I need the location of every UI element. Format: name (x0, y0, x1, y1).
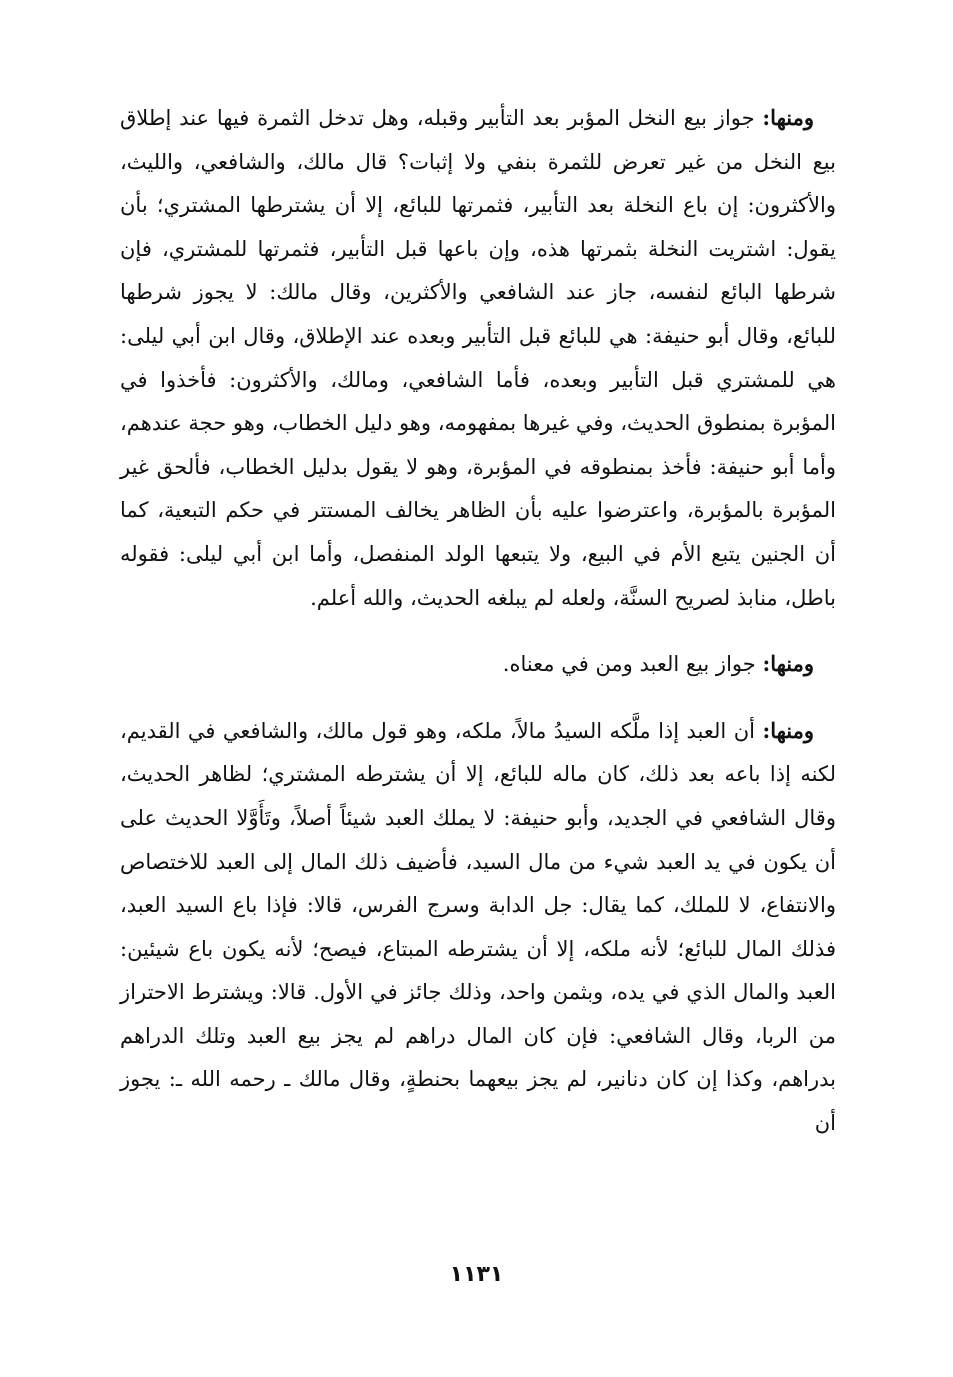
paragraph-1-lead: ومنها: (762, 105, 814, 130)
paragraph-1-text: جواز بيع النخل المؤبر بعد التأبير وقبله، وهل تدخل الثمرة فيها عند إطلاق بيع النخل من غير تعرض للثمرة بنفي ولا إثبات؟ قال مالك، والشافعي، والليث، والأكثرون: إن باع النخلة بعد التأبير، فثمرتها للبائع، إلا أن يشترطها المشتري؛ بأن يقول: اشتريت النخلة بثمرتها هذه، وإن باعها قبل التأبير، فثمرتها للمشتري، فإن شرطها البائع لنفسه، جاز عند الشافعي والأكثرين، وقال مالك: لا يجوز شرطها للبائع، وقال أبو حنيفة: هي للبائع قبل التأبير وبعده عند الإطلاق، وقال ابن أبي ليلى: هي للمشتري قبل التأبير وبعده، فأما الشافعي، ومالك، والأكثرون: فأخذوا في المؤبرة بمنطوق الحديث، وفي غيرها بمفهومه، وهو دليل الخطاب، وهو حجة عندهم، وأما أبو حنيفة: فأخذ بمنطوقه في المؤبرة، وهو لا يقول بدليل الخطاب، فألحق غير المؤبرة بالمؤبرة، واعترضوا عليه بأن الظاهر يخالف المستتر في حكم التبعية، كما أن الجنين يتبع الأم في البيع، ولا يتبعها الولد المنفصل، وأما ابن أبي ليلى: فقوله باطل، منابذ لصريح السنَّة، ولعله لم يبلغه الحديث، والله أعلم. (120, 106, 837, 610)
page-body (120, 96, 836, 1146)
paragraph-2 (120, 642, 836, 687)
paragraph-2-text: جواز بيع العبد ومن في معناه. (502, 652, 756, 677)
page-number: ١١٣١ (449, 1262, 504, 1287)
paragraph-3 (120, 709, 836, 1146)
paragraph-2-lead: ومنها: (762, 651, 814, 677)
paragraph-3-text: أن العبد إذا ملَّكه السيدُ مالاً، ملكه، وهو قول مالك، والشافعي في القديم، لكنه إذا باعه بعد ذلك، كان ماله للبائع، إلا أن يشترطه المشتري؛ لظاهر الحديث، وقال الشافعي في الجديد، وأبو حنيفة: لا يملك العبد شيئاً أصلاً، وتَأَوَّلا الحديث على أن يكون في يد العبد شيء من مال السيد، فأضيف ذلك المال إلى العبد للاختصاص والانتفاع، لا للملك، كما يقال: جل الدابة وسرج الفرس، قالا: فإذا باع السيد العبد، فذلك المال للبائع؛ لأنه ملكه، إلا أن يشترطه المبتاع، فيصح؛ لأنه يكون باع شيئين: العبد والمال الذي في يده، وبثمن واحد، وذلك جائز في الأول. قالا: ويشترط الاحتراز من الربا، وقال الشافعي: فإن كان المال دراهم لم يجز بيع العبد وتلك الدراهم بدراهم، وكذا إن كان دنانير، لم يجز بيعهما بحنطةٍ، وقال مالك ـ رحمه الله ـ: يجوز أن (120, 718, 836, 1136)
paragraph-1 (120, 96, 836, 620)
paragraph-3-lead: ومنها: (762, 717, 814, 743)
